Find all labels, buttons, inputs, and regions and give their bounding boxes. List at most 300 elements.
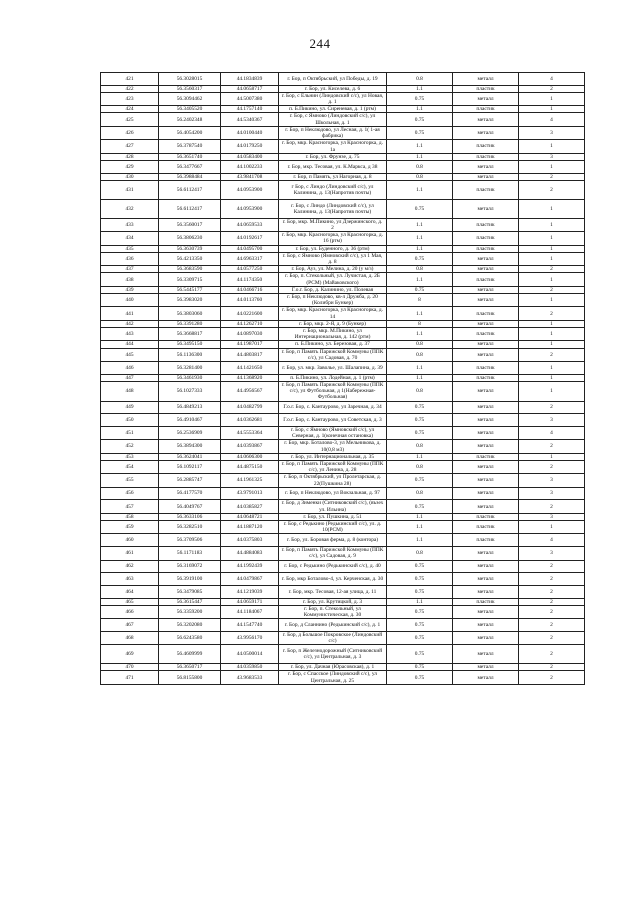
cell-longitude: 44.4956567 <box>221 381 279 401</box>
cell-number: 458 <box>101 513 159 520</box>
cell-address: г. Бор, п Память Парижской Коммуны (ППК с/с), ул Футбольная, д 1(Набережная-Футбольная) <box>279 381 387 401</box>
table-row <box>101 619 585 632</box>
cell-volume: 0.8 <box>387 547 453 560</box>
table-row <box>101 671 585 684</box>
cell-count: 2 <box>519 605 585 618</box>
cell-number: 465 <box>101 598 159 605</box>
cell-latitude: 56.3630739 <box>159 245 221 252</box>
cell-volume: 0.75 <box>387 664 453 671</box>
cell-volume: 0.75 <box>387 426 453 439</box>
cell-longitude: 44.1174350 <box>221 273 279 286</box>
cell-material: пластик <box>453 232 519 245</box>
cell-address: г. Бор, п Память Парижской Коммуны (ППК с/с), ул Садовая, д. 70 <box>279 348 387 361</box>
cell-volume: 0.75 <box>387 286 453 293</box>
table-row <box>101 153 585 160</box>
cell-count: 1 <box>519 374 585 381</box>
cell-address: г. Бор, д Зименки (Ситниковский с/с), (възех ул. Ильина) <box>279 500 387 513</box>
cell-number: 444 <box>101 341 159 348</box>
cell-material: металл <box>453 414 519 427</box>
cell-number: 441 <box>101 307 159 320</box>
cell-volume: 0.8 <box>387 173 453 180</box>
cell-number: 450 <box>101 414 159 427</box>
cell-material: металл <box>453 92 519 105</box>
table-row <box>101 374 585 381</box>
cell-address: г. Бор, ул. Фрунзе, д. 75 <box>279 153 387 160</box>
cell-number: 440 <box>101 294 159 307</box>
cell-latitude: 56.1027333 <box>159 381 221 401</box>
cell-volume: 0.75 <box>387 619 453 632</box>
cell-material: металл <box>453 619 519 632</box>
cell-number: 460 <box>101 534 159 547</box>
cell-address: г. Бор, с Ямново (Ямновский с/с), ул 1 Мая, д. 8 <box>279 252 387 265</box>
table-row <box>101 245 585 252</box>
cell-longitude: 44.0659533 <box>221 218 279 231</box>
cell-number: 430 <box>101 173 159 180</box>
cell-count: 1 <box>519 341 585 348</box>
table-row <box>101 126 585 139</box>
cell-material: пластик <box>453 521 519 534</box>
table-row <box>101 645 585 664</box>
cell-volume: 1.1 <box>387 362 453 375</box>
cell-address: г. Бор, мкр. Тесовая, 12-ая улица, д. 11 <box>279 585 387 598</box>
cell-latitude: 56.3461930 <box>159 374 221 381</box>
cell-material: металл <box>453 320 519 327</box>
cell-latitude: 56.3495150 <box>159 341 221 348</box>
cell-material: пластик <box>453 85 519 92</box>
cell-address: г. Бор, д Сланнино (Редькинский с/с), д. 1 <box>279 619 387 632</box>
cell-material: металл <box>453 266 519 273</box>
cell-latitude: 56.3560017 <box>159 218 221 231</box>
cell-count: 2 <box>519 266 585 273</box>
cell-latitude: 56.3560317 <box>159 85 221 92</box>
cell-count: 3 <box>519 547 585 560</box>
table-row <box>101 426 585 439</box>
cell-volume: 0.75 <box>387 560 453 573</box>
cell-material: металл <box>453 560 519 573</box>
table-row <box>101 631 585 644</box>
cell-number: 456 <box>101 487 159 500</box>
cell-latitude: 56.3615447 <box>159 598 221 605</box>
cell-number: 421 <box>101 73 159 86</box>
cell-longitude: 44.1757140 <box>221 106 279 113</box>
cell-count: 3 <box>519 153 585 160</box>
cell-longitude: 44.0479867 <box>221 573 279 586</box>
cell-volume: 1.1 <box>387 140 453 153</box>
cell-address: г. Бор, с Редькино (Редькинский с/с), ул. д. 10(РСМ) <box>279 521 387 534</box>
cell-volume: 0.75 <box>387 92 453 105</box>
table-row <box>101 534 585 547</box>
cell-number: 452 <box>101 440 159 453</box>
cell-material: металл <box>453 547 519 560</box>
cell-volume: 0.8 <box>387 487 453 500</box>
cell-material: пластик <box>453 245 519 252</box>
cell-number: 435 <box>101 245 159 252</box>
cell-latitude: 56.3359200 <box>159 605 221 618</box>
cell-volume: 1.1 <box>387 521 453 534</box>
table-row <box>101 440 585 453</box>
cell-latitude: 56.3650717 <box>159 664 221 671</box>
cell-material: пластик <box>453 106 519 113</box>
cell-count: 2 <box>519 401 585 414</box>
cell-volume: 1.1 <box>387 374 453 381</box>
cell-material: металл <box>453 585 519 598</box>
cell-latitude: 56.4609999 <box>159 645 221 664</box>
cell-longitude: 44.0375803 <box>221 534 279 547</box>
cell-address: г. Бор, мкр. Красногорка, ул Красногорка, д. 14 <box>279 307 387 320</box>
table-row <box>101 252 585 265</box>
cell-latitude: 56.3391280 <box>159 320 221 327</box>
table-row <box>101 286 585 293</box>
cell-count: 2 <box>519 573 585 586</box>
cell-number: 424 <box>101 106 159 113</box>
cell-latitude: 56.1092117 <box>159 460 221 473</box>
cell-volume: 1.1 <box>387 453 453 460</box>
cell-address: г. Бор, мкр. Красногорка, ул Красногорка, д. 16 (ртм) <box>279 232 387 245</box>
cell-latitude: 56.4849213 <box>159 401 221 414</box>
table-row <box>101 294 585 307</box>
cell-address: Г.о.г. Бор, с. Кантаурово, ул Заречная, д. 34 <box>279 401 387 414</box>
cell-longitude: 44.4803817 <box>221 348 279 361</box>
cell-longitude: 44.0495700 <box>221 245 279 252</box>
table-row <box>101 585 585 598</box>
cell-longitude: 43.9791013 <box>221 487 279 500</box>
cell-volume: 0.75 <box>387 252 453 265</box>
cell-longitude: 44.5007380 <box>221 92 279 105</box>
cell-volume: 0.75 <box>387 199 453 218</box>
cell-number: 423 <box>101 92 159 105</box>
cell-latitude: 56.3624041 <box>159 453 221 460</box>
cell-address: Г.о.г. Бор, д. Калинино, ул. Полевая <box>279 286 387 293</box>
cell-latitude: 56.3477667 <box>159 160 221 173</box>
cell-address: г. Бор, мкр. М.Пикино, ул Дзержинского, д. 2 <box>279 218 387 231</box>
cell-material: пластик <box>453 374 519 381</box>
cell-material: пластик <box>453 513 519 520</box>
cell-longitude: 44.0113760 <box>221 294 279 307</box>
table-row <box>101 218 585 231</box>
cell-number: 439 <box>101 286 159 293</box>
cell-material: металл <box>453 460 519 473</box>
cell-address: г. Бор, п Память, ул Нагорная, д. 8 <box>279 173 387 180</box>
cell-material: металл <box>453 671 519 684</box>
cell-latitude: 56.3282510 <box>159 521 221 534</box>
cell-material: пластик <box>453 180 519 199</box>
cell-volume: 1.1 <box>387 153 453 160</box>
cell-number: 426 <box>101 126 159 139</box>
cell-material: металл <box>453 474 519 487</box>
cell-number: 446 <box>101 362 159 375</box>
cell-number: 448 <box>101 381 159 401</box>
cell-number: 449 <box>101 401 159 414</box>
cell-address: Г.о.г. Бор, с. Кантаурово, ул Советская, д. 3 <box>279 414 387 427</box>
cell-longitude: 44.4875150 <box>221 460 279 473</box>
cell-number: 443 <box>101 328 159 341</box>
cell-material: пластик <box>453 307 519 320</box>
cell-address: г. Бор, с Ямново (Ямновский с/с), ул Северная, д. 1(конечная остановка) <box>279 426 387 439</box>
cell-number: 428 <box>101 153 159 160</box>
cell-number: 445 <box>101 348 159 361</box>
cell-number: 470 <box>101 664 159 671</box>
cell-material: металл <box>453 199 519 218</box>
cell-longitude: 44.1184067 <box>221 605 279 618</box>
cell-longitude: 44.0953900 <box>221 199 279 218</box>
cell-longitude: 44.0606300 <box>221 453 279 460</box>
cell-count: 1 <box>519 252 585 265</box>
cell-volume: 0.75 <box>387 605 453 618</box>
cell-longitude: 44.5340367 <box>221 113 279 126</box>
cell-address: г. Бор, п Память Парижской Коммуны (ППК с/с), ул Садовая, д. 9 <box>279 547 387 560</box>
cell-address: г. Бор, с Редькино (Редькинский с/с), д. 40 <box>279 560 387 573</box>
cell-count: 2 <box>519 664 585 671</box>
table-row <box>101 199 585 218</box>
cell-address: г Бор, с Линдо (Линдовский с/с), ул Калинина, д. 13(Напротив почты) <box>279 180 387 199</box>
cell-longitude: 44.4884083 <box>221 547 279 560</box>
cell-latitude: 56.3169072 <box>159 560 221 573</box>
table-row <box>101 453 585 460</box>
cell-volume: 0.75 <box>387 474 453 487</box>
cell-material: металл <box>453 294 519 307</box>
cell-material: пластик <box>453 362 519 375</box>
cell-number: 438 <box>101 273 159 286</box>
cell-latitude: 56.2536909 <box>159 426 221 439</box>
cell-count: 2 <box>519 440 585 453</box>
cell-longitude: 43.9683533 <box>221 671 279 684</box>
table-row <box>101 113 585 126</box>
cell-material: пластик <box>453 598 519 605</box>
cell-volume: 8 <box>387 294 453 307</box>
cell-number: 467 <box>101 619 159 632</box>
cell-number: 459 <box>101 521 159 534</box>
cell-address: г. Бор, мкр. Тесовая, ул. К.Маркса, д 38 <box>279 160 387 173</box>
cell-longitude: 44.0362681 <box>221 414 279 427</box>
cell-material: металл <box>453 113 519 126</box>
cell-latitude: 56.6112417 <box>159 180 221 199</box>
cell-volume: 1.1 <box>387 180 453 199</box>
cell-volume: 1.1 <box>387 232 453 245</box>
table-row <box>101 474 585 487</box>
cell-address: г. Бор, п Неклюдово, ул Вокзальная, д. 97 <box>279 487 387 500</box>
cell-number: 457 <box>101 500 159 513</box>
cell-latitude: 56.1136300 <box>159 348 221 361</box>
cell-address: г. Бор, ул. Боровая ферма, д. 8 (контора) <box>279 534 387 547</box>
cell-longitude: 44.0359850 <box>221 664 279 671</box>
cell-material: металл <box>453 645 519 664</box>
cell-count: 1 <box>519 160 585 173</box>
cell-volume: 0.8 <box>387 266 453 273</box>
table-row <box>101 85 585 92</box>
cell-latitude: 56.3668817 <box>159 328 221 341</box>
cell-volume: 0.8 <box>387 440 453 453</box>
cell-count: 2 <box>519 560 585 573</box>
table-row <box>101 106 585 113</box>
table-row <box>101 560 585 573</box>
table-row <box>101 605 585 618</box>
cell-longitude: 44.1834839 <box>221 73 279 86</box>
cell-latitude: 56.3803060 <box>159 307 221 320</box>
cell-count: 1 <box>519 453 585 460</box>
cell-latitude: 56.1171183 <box>159 547 221 560</box>
cell-latitude: 56.4177570 <box>159 487 221 500</box>
cell-longitude: 44.0221600 <box>221 307 279 320</box>
cell-latitude: 56.3787540 <box>159 140 221 153</box>
table-row <box>101 381 585 401</box>
table-row <box>101 273 585 286</box>
cell-number: 469 <box>101 645 159 664</box>
cell-address: г. Бор, ул. Киселева, д. 6 <box>279 85 387 92</box>
cell-latitude: 56.3983020 <box>159 294 221 307</box>
cell-count: 3 <box>519 414 585 427</box>
cell-count: 1 <box>519 381 585 401</box>
cell-address: п. Б.Пикино, ул. Лодейная, д. 1 (ртм) <box>279 374 387 381</box>
cell-address: г. Бор, с Ельнин (Линдовский с/с), ул Новая, д. 1 <box>279 92 387 105</box>
table-row <box>101 401 585 414</box>
cell-count: 2 <box>519 348 585 361</box>
cell-count: 2 <box>519 307 585 320</box>
cell-latitude: 56.5445177 <box>159 286 221 293</box>
table-row <box>101 92 585 105</box>
cell-longitude: 44.0658717 <box>221 85 279 92</box>
table-row <box>101 573 585 586</box>
cell-material: металл <box>453 73 519 86</box>
cell-volume: 1.1 <box>387 218 453 231</box>
table-row <box>101 487 585 500</box>
cell-latitude: 56.3479085 <box>159 585 221 598</box>
cell-address: г. Бор, п Октябрьский, ул Победы, д. 19 <box>279 73 387 86</box>
cell-longitude: 44.0659171 <box>221 598 279 605</box>
table-row <box>101 173 585 180</box>
cell-count: 3 <box>519 126 585 139</box>
cell-material: металл <box>453 605 519 618</box>
cell-count: 1 <box>519 232 585 245</box>
cell-number: 464 <box>101 585 159 598</box>
cell-longitude: 44.1992439 <box>221 560 279 573</box>
cell-volume: 0.8 <box>387 160 453 173</box>
cell-longitude: 44.0385827 <box>221 500 279 513</box>
cell-number: 471 <box>101 671 159 684</box>
cell-longitude: 44.0192617 <box>221 232 279 245</box>
cell-material: металл <box>453 401 519 414</box>
cell-volume: 0.75 <box>387 500 453 513</box>
cell-material: пластик <box>453 534 519 547</box>
cell-address: г. Бор, Ауз, ул. Мелина, д. 20 (у м/з) <box>279 266 387 273</box>
cell-number: 442 <box>101 320 159 327</box>
cell-longitude: 44.0583400 <box>221 153 279 160</box>
table-row <box>101 328 585 341</box>
cell-address: г. Бор, п Неклюдово, ул Лесная, д. 1( 1-ая фабрика) <box>279 126 387 139</box>
cell-longitude: 44.0179250 <box>221 140 279 153</box>
cell-address: г. Бор, ул. мкр. Заволье, ул. Шалапина, д. 39 <box>279 362 387 375</box>
cell-latitude: 56.6112417 <box>159 199 221 218</box>
cell-material: металл <box>453 286 519 293</box>
cell-number: 437 <box>101 266 159 273</box>
table-row <box>101 362 585 375</box>
table-row <box>101 513 585 520</box>
table-body <box>101 73 585 685</box>
cell-count: 1 <box>519 92 585 105</box>
cell-address: г. Бор, мкр. Боталово-3, ул Мельникова, д. 10(0,8 м3) <box>279 440 387 453</box>
cell-number: 468 <box>101 631 159 644</box>
cell-number: 451 <box>101 426 159 439</box>
cell-volume: 8 <box>387 320 453 327</box>
cell-volume: 1.1 <box>387 598 453 605</box>
cell-count: 1 <box>519 245 585 252</box>
cell-material: металл <box>453 440 519 453</box>
cell-material: металл <box>453 126 519 139</box>
cell-volume: 0.75 <box>387 414 453 427</box>
cell-longitude: 44.0648721 <box>221 513 279 520</box>
cell-count: 4 <box>519 73 585 86</box>
cell-material: пластик <box>453 453 519 460</box>
cell-longitude: 44.0500014 <box>221 645 279 664</box>
cell-longitude: 44.0577250 <box>221 266 279 273</box>
cell-volume: 0.75 <box>387 126 453 139</box>
cell-longitude: 44.0466716 <box>221 286 279 293</box>
cell-count: 1 <box>519 362 585 375</box>
cell-longitude: 44.0393867 <box>221 440 279 453</box>
table-row <box>101 598 585 605</box>
cell-address: п. Б.Пикино, ул. Березовая, д. 37 <box>279 341 387 348</box>
cell-material: пластик <box>453 218 519 231</box>
cell-latitude: 56.3281400 <box>159 362 221 375</box>
table-row <box>101 664 585 671</box>
cell-material: металл <box>453 631 519 644</box>
cell-address: п. Б.Пикино, ул. Сиреневая, д. 1 (ртм) <box>279 106 387 113</box>
cell-material: металл <box>453 487 519 500</box>
cell-number: 447 <box>101 374 159 381</box>
cell-volume: 0.75 <box>387 671 453 684</box>
cell-number: 436 <box>101 252 159 265</box>
cell-number: 461 <box>101 547 159 560</box>
cell-count: 2 <box>519 85 585 92</box>
cell-number: 429 <box>101 160 159 173</box>
cell-longitude: 43.9956170 <box>221 631 279 644</box>
cell-address: г. Бор, мкр. М.Пикино, ул Интернациональная, д. 142 (ртм) <box>279 328 387 341</box>
cell-volume: 0.8 <box>387 348 453 361</box>
cell-latitude: 56.2885747 <box>159 474 221 487</box>
cell-count: 1 <box>519 521 585 534</box>
cell-count: 2 <box>519 645 585 664</box>
cell-address: г. Бор, п Железнодорожный (Ситниковский с/с), ул Центральная, д. 3 <box>279 645 387 664</box>
cell-latitude: 56.4054200 <box>159 126 221 139</box>
cell-material: пластик <box>453 328 519 341</box>
cell-longitude: 44.1987017 <box>221 341 279 348</box>
cell-count: 2 <box>519 500 585 513</box>
table-row <box>101 414 585 427</box>
cell-material: металл <box>453 341 519 348</box>
cell-address: г. Бор, ул. Дачная (Юрасовская), д. 1 <box>279 664 387 671</box>
cell-longitude: 44.1887120 <box>221 521 279 534</box>
cell-address: г. Бор, ул. Интернациональная, д. 35 <box>279 453 387 460</box>
cell-address: г. Бор, п Память Парижской Коммуны (ППК с/с), ул Ленина, д. 28 <box>279 460 387 473</box>
cell-latitude: 56.6243580 <box>159 631 221 644</box>
cell-number: 466 <box>101 605 159 618</box>
cell-longitude: 44.0100440 <box>221 126 279 139</box>
cell-material: металл <box>453 426 519 439</box>
cell-volume: 1.1 <box>387 85 453 92</box>
cell-latitude: 56.4049767 <box>159 500 221 513</box>
container-sites-table <box>100 72 585 685</box>
cell-address: г. Бор, п Неклюдово, кв-л Дружба, д. 20 (Колибри Бункер) <box>279 294 387 307</box>
cell-volume: 0.8 <box>387 341 453 348</box>
cell-material: металл <box>453 500 519 513</box>
cell-volume: 0.75 <box>387 113 453 126</box>
cell-volume: 1.1 <box>387 273 453 286</box>
cell-longitude: 44.1547740 <box>221 619 279 632</box>
cell-count: 1 <box>519 106 585 113</box>
cell-number: 433 <box>101 218 159 231</box>
table-row <box>101 341 585 348</box>
cell-latitude: 56.3709506 <box>159 534 221 547</box>
cell-latitude: 56.3919100 <box>159 573 221 586</box>
